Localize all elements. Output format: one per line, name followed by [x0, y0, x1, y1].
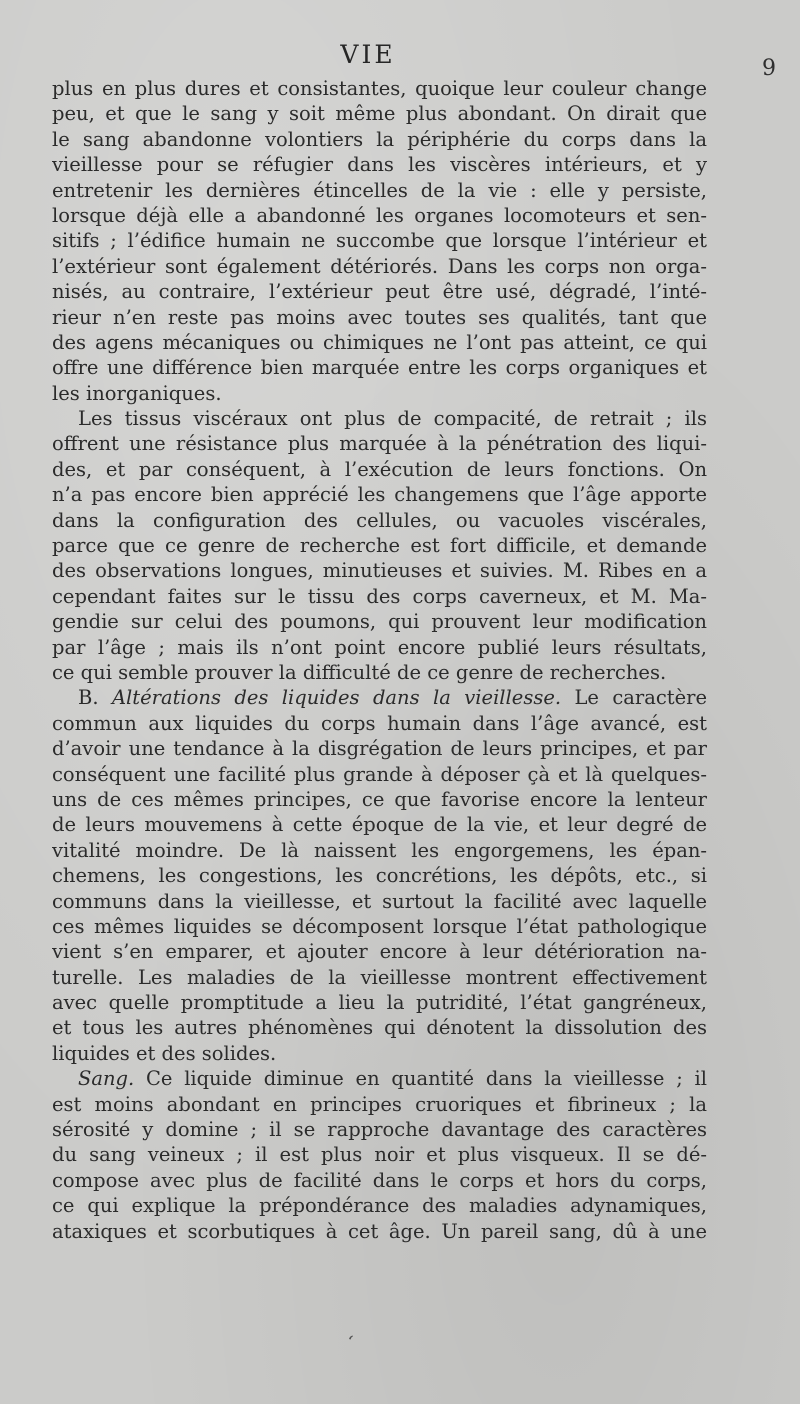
text-line: dans la configuration des cellules, ou vacuoles viscérales, — [52, 508, 707, 532]
page-number: 9 — [762, 56, 776, 81]
text-line: le sang abandonne volontiers la périphérie du corps dans la — [52, 127, 707, 151]
text-line: des, et par conséquent, à l’exécution de leurs fonctions. On — [52, 457, 707, 481]
text-line: turelle. Les maladies de la vieillesse montrent effectivement — [52, 965, 707, 989]
text-line: de leurs mouvemens à cette époque de la vie, et leur degré de — [52, 813, 707, 837]
text-line: cependant faites sur le tissu des corps caverneux, et M. Ma- — [52, 584, 707, 608]
text-line: communs dans la vieillesse, et surtout la facilité avec laquelle — [52, 889, 707, 913]
text-line: sérosité y domine ; il se rapproche davantage des caractères — [52, 1118, 707, 1142]
text-line: des agens mécaniques ou chimiques ne l’ont pas atteint, ce qui — [52, 330, 707, 354]
sang-heading-line — [52, 1066, 707, 1091]
text-line: uns de ces mêmes principes, ce que favorise encore la lenteur — [52, 787, 707, 811]
text-line: et tous les autres phénomènes qui dénotent la dissolution des — [52, 1016, 707, 1040]
text-line: les inorganiques. — [52, 381, 222, 405]
text-line: d’avoir une tendance à la disgrégation de leurs principes, et par — [52, 737, 707, 761]
text-line: offre une différence bien marquée entre les corps organiques et — [52, 356, 707, 380]
text-line: est moins abondant en principes cruoriques et fibrineux ; la — [52, 1092, 707, 1116]
text-line: ce qui explique la prépondérance des maladies adynamiques, — [52, 1194, 707, 1218]
body-text — [52, 76, 707, 1244]
text-line: Les tissus viscéraux ont plus de compacité, de retrait ; ils — [78, 407, 707, 431]
text-line: des observations longues, minutieuses et suivies. M. Ribes en a — [52, 559, 707, 583]
section-letter: B. — [78, 686, 99, 710]
text-line: offrent une résistance plus marquée à la pénétration des liqui- — [52, 432, 707, 456]
text-line: ce qui semble prouver la difficulté de ce genre de recherches. — [52, 660, 667, 684]
text-line: chemens, les congestions, les concrétions, les dépôts, etc., si — [52, 864, 707, 888]
text-line: liquides et des solides. — [52, 1041, 277, 1065]
section-heading: Altérations des liquides dans la vieillesse. — [111, 686, 562, 710]
text-line: parce que ce genre de recherche est fort difficile, et demande — [52, 534, 707, 558]
text-line: vieillesse pour se réfugier dans les viscères intérieurs, et y — [52, 153, 707, 177]
text-line: peu, et que le sang y soit même plus abondant. On dirait que — [52, 102, 707, 126]
sang-heading-rest: Ce liquide diminue en quantité dans la vieillesse ; il — [134, 1067, 707, 1091]
running-title: VIE — [340, 40, 396, 69]
text-line: lorsque déjà elle a abandonné les organes locomoteurs et sen- — [52, 203, 707, 227]
text-line: par l’âge ; mais ils n’ont point encore publié leurs résultats, — [52, 635, 707, 659]
text-line: commun aux liquides du corps humain dans l’âge avancé, est — [52, 711, 707, 735]
text-line: ces mêmes liquides se décomposent lorsque l’état pathologique — [52, 914, 707, 938]
page-header — [0, 40, 800, 81]
sang-heading: Sang. — [78, 1067, 135, 1091]
text-line: conséquent une facilité plus grande à déposer çà et là quelques- — [52, 762, 707, 786]
text-line: ataxiques et scorbutiques à cet âge. Un pareil sang, dû à une — [52, 1219, 707, 1243]
text-line: n’a pas encore bien apprécié les changemens que l’âge apporte — [52, 483, 707, 507]
text-line: l’extérieur sont également détériorés. Dans les corps non orga- — [52, 254, 707, 278]
text-line: vient s’en emparer, et ajouter encore à leur détérioration na- — [52, 940, 707, 964]
text-line: rieur n’en reste pas moins avec toutes ses qualités, tant que — [52, 305, 707, 329]
text-line: sitifs ; l’édifice humain ne succombe que lorsque l’intérieur et — [52, 229, 707, 253]
section-heading-rest: Le caractère — [561, 686, 707, 710]
text-line: entretenir les dernières étincelles de la vie : elle y persiste, — [52, 178, 707, 202]
text-line: avec quelle promptitude a lieu la putridité, l’état gangréneux, — [52, 991, 707, 1015]
text-line: plus en plus dures et consistantes, quoique leur couleur change — [52, 77, 707, 100]
text-line: gendie sur celui des poumons, qui prouvent leur modification — [52, 610, 707, 634]
text-line: compose avec plus de facilité dans le corps et hors du corps, — [52, 1168, 707, 1192]
ink-mark: ‘ — [342, 1331, 355, 1354]
section-b-heading-line — [52, 685, 707, 710]
text-line: du sang veineux ; il est plus noir et plus visqueux. Il se dé- — [52, 1143, 707, 1167]
text-line: vitalité moindre. De là naissent les engorgemens, les épan- — [52, 838, 707, 862]
text-line: nisés, au contraire, l’extérieur peut être usé, dégradé, l’inté- — [52, 280, 707, 304]
